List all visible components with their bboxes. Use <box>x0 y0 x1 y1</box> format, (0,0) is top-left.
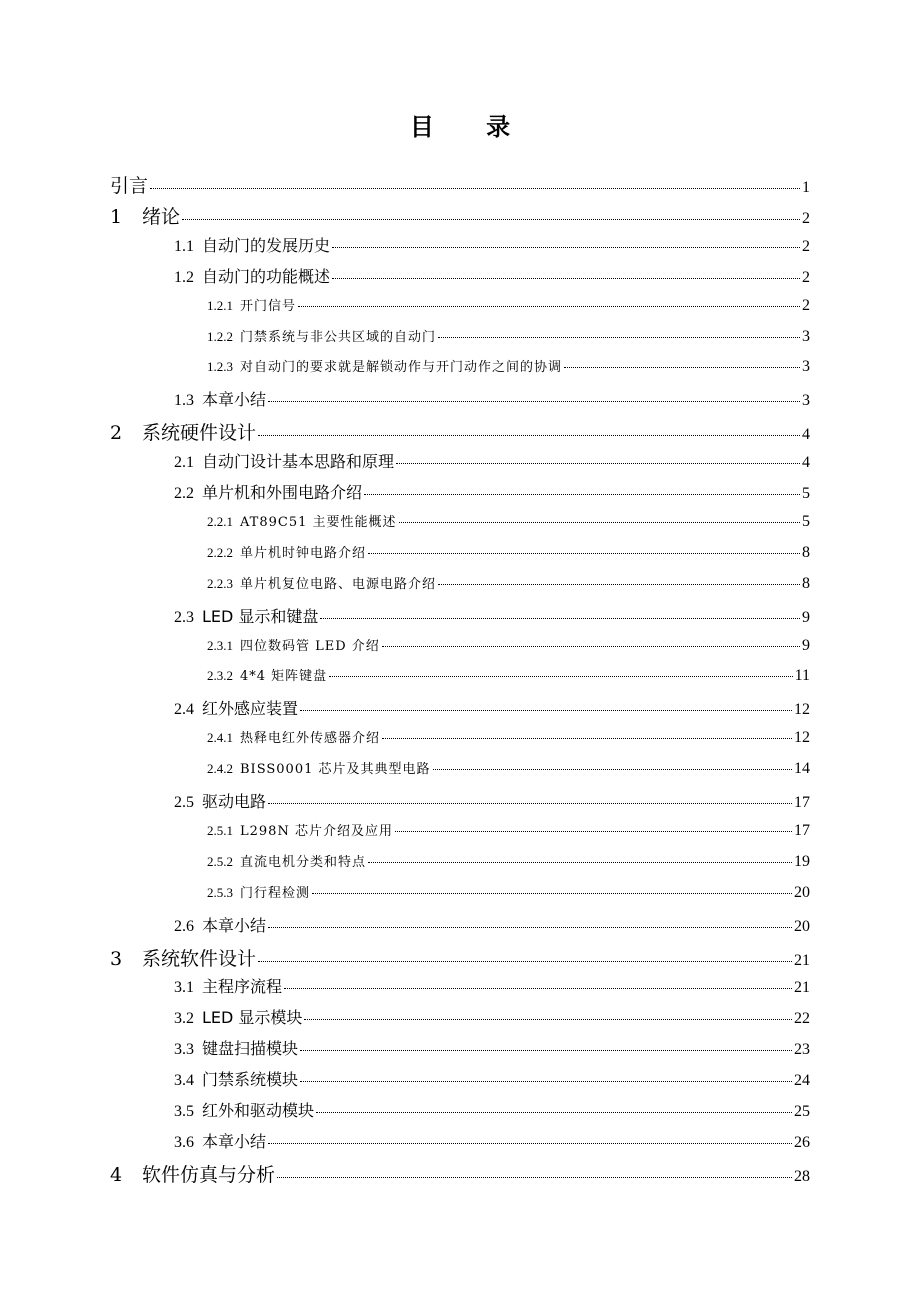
toc-entry-number: 2.2.2 <box>207 544 233 560</box>
toc-entry-title: 对自动门的要求就是解锁动作与开门动作之间的协调 <box>240 360 563 376</box>
toc-dot-leader <box>304 1019 792 1020</box>
toc-dot-leader <box>268 927 792 928</box>
toc-entry[interactable] <box>174 264 810 287</box>
toc-entry-title: 红外感应装置 <box>202 699 299 719</box>
toc-entry-title: 绪论 <box>142 205 181 228</box>
toc-entry-page: 3 <box>802 358 810 376</box>
toc-entry-page: 8 <box>802 543 810 561</box>
toc-dot-leader <box>382 738 792 739</box>
toc-entry-title: 门禁系统模块 <box>202 1070 299 1090</box>
toc-dot-leader <box>438 584 800 585</box>
toc-entry-page: 8 <box>802 574 810 592</box>
toc-entry-number: 1.2 <box>174 268 194 286</box>
toc-entry-title: 自动门设计基本思路和原理 <box>202 452 395 472</box>
toc-dot-leader <box>258 961 792 962</box>
toc-entry-title: 单片机和外围电路介绍 <box>202 483 363 502</box>
toc-entry-title: 开门信号 <box>240 298 297 314</box>
toc-entry-page: 2 <box>802 209 810 227</box>
toc-entry-title: 自动门的功能概述 <box>202 266 331 286</box>
toc-entry-title: 自动门的发展历史 <box>202 235 331 255</box>
toc-entry-title: 红外和驱动模块 <box>202 1101 315 1120</box>
toc-entry-title: 单片机时钟电路介绍 <box>240 545 367 561</box>
toc-entry-number: 2.4.2 <box>207 761 233 777</box>
toc-entry-page: 4 <box>802 426 810 444</box>
toc-entry-number: 2.5.1 <box>207 822 233 838</box>
toc-entry-number: 2.5.3 <box>207 884 233 900</box>
toc-entry-title: 驱动电路 <box>202 792 267 811</box>
toc-entry-title: L298N 芯片介绍及应用 <box>240 823 393 839</box>
toc-entry-page: 9 <box>802 636 810 654</box>
toc-entry[interactable] <box>174 913 810 936</box>
toc-dot-leader <box>268 803 792 804</box>
toc-entry[interactable] <box>207 511 810 531</box>
toc-entry-page: 24 <box>794 1072 810 1090</box>
toc-entry-page: 3 <box>802 327 810 345</box>
toc-dot-leader <box>268 401 800 402</box>
toc-entry[interactable] <box>207 665 810 685</box>
toc-entry-number: 2.3.1 <box>207 637 233 653</box>
toc-entry-number: 2.2 <box>174 485 194 502</box>
toc-entry-page: 21 <box>794 951 810 969</box>
toc-entry[interactable] <box>207 542 810 562</box>
toc-entry[interactable] <box>110 1160 810 1187</box>
toc-entry[interactable] <box>207 356 810 376</box>
toc-entry-page: 9 <box>802 608 810 626</box>
toc-entry-page: 20 <box>794 883 810 901</box>
toc-entry-number: 3.3 <box>174 1041 194 1059</box>
toc-entry-number: 2.2.1 <box>207 513 233 529</box>
toc-entry-title: 4*4 矩阵键盘 <box>240 669 328 685</box>
toc-dot-leader <box>284 988 792 989</box>
toc-entry-page: 28 <box>794 1167 810 1185</box>
toc-entry[interactable] <box>174 696 810 719</box>
toc-dot-leader <box>368 553 800 554</box>
toc-entry-title: BISS0001 芯片及其典型电路 <box>240 762 431 778</box>
toc-entry-title: 门行程检测 <box>240 885 311 901</box>
toc-entry-page: 4 <box>802 454 810 472</box>
toc-dot-leader <box>364 494 800 495</box>
toc-entry[interactable] <box>174 449 810 472</box>
toc-entry-title: LED 显示模块 <box>202 1008 303 1028</box>
toc-entry-page: 2 <box>802 268 810 286</box>
toc-entry-number: 2 <box>110 422 123 445</box>
toc-dot-leader <box>182 219 800 220</box>
toc-dot-leader <box>396 463 800 464</box>
toc-dot-leader <box>382 646 800 647</box>
toc-entry-title: 单片机复位电路、电源电路介绍 <box>240 576 437 592</box>
toc-entry-page: 26 <box>794 1133 810 1151</box>
toc-entry-number: 1.1 <box>174 237 194 255</box>
toc-entry[interactable] <box>174 1005 810 1028</box>
toc-dot-leader <box>399 522 800 523</box>
toc-entry-number: 3.4 <box>174 1072 194 1090</box>
toc-entry-number: 3.2 <box>174 1010 194 1028</box>
toc-entry[interactable] <box>174 1036 810 1059</box>
toc-entry-title: AT89C51 主要性能概述 <box>240 514 397 530</box>
toc-dot-leader <box>316 1112 792 1113</box>
toc-entry[interactable] <box>174 789 810 812</box>
toc-entry[interactable] <box>207 727 810 747</box>
toc-entry[interactable] <box>207 326 810 346</box>
toc-entry-page: 25 <box>794 1103 810 1120</box>
toc-entry-number: 3.1 <box>174 979 194 997</box>
toc-entry[interactable] <box>174 1098 810 1121</box>
toc-entry[interactable] <box>174 604 810 627</box>
toc-entry-title: LED 显示和键盘 <box>202 606 319 626</box>
toc-entry[interactable] <box>174 480 810 503</box>
toc-entry-title: 系统软件设计 <box>142 947 257 970</box>
toc-entry-title: 热释电红外传感器介绍 <box>240 731 381 747</box>
toc-entry-title: 主程序流程 <box>202 977 283 997</box>
toc-dot-leader <box>258 435 800 436</box>
toc-entry-number: 2.5 <box>174 794 194 811</box>
toc-entry-number: 1.2.1 <box>207 297 233 313</box>
toc-entry-page: 3 <box>802 392 810 410</box>
toc-entry-title: 本章小结 <box>202 915 267 935</box>
toc-dot-leader <box>433 769 793 770</box>
toc-entry-number: 2.5.2 <box>207 853 233 869</box>
toc-dot-leader <box>332 278 800 279</box>
toc-entry[interactable] <box>207 758 810 778</box>
toc-entry-page: 1 <box>802 179 810 196</box>
toc-entry[interactable] <box>110 202 810 229</box>
toc-entry[interactable] <box>207 882 810 902</box>
toc-entry[interactable] <box>207 851 810 871</box>
toc-entry-page: 22 <box>794 1010 810 1028</box>
toc-entry-title: 四位数码管 LED 介绍 <box>240 638 380 654</box>
toc-entry-number: 3 <box>110 947 123 970</box>
toc-entry-page: 21 <box>794 979 810 997</box>
toc-dot-leader <box>320 618 800 619</box>
toc-entry[interactable] <box>207 820 810 840</box>
toc-entry-page: 2 <box>802 296 810 314</box>
toc-entry-page: 17 <box>794 794 810 811</box>
toc-entry[interactable] <box>207 295 810 315</box>
toc-entry-number: 3.5 <box>174 1103 194 1120</box>
toc-entry[interactable] <box>110 171 810 198</box>
toc-entry-page: 12 <box>794 729 810 747</box>
toc-entry-page: 14 <box>794 760 810 778</box>
toc-entry-number: 1.3 <box>174 392 194 410</box>
toc-entry-title: 键盘扫描模块 <box>202 1039 299 1059</box>
toc-dot-leader <box>438 337 800 338</box>
toc-entry-number: 1.2.2 <box>207 328 233 344</box>
toc-entry-number: 2.6 <box>174 917 194 935</box>
toc-entry-page: 23 <box>794 1041 810 1059</box>
toc-dot-leader <box>268 1143 792 1144</box>
toc-entry-page: 11 <box>794 667 810 685</box>
toc-entry-number: 2.3.2 <box>207 668 233 684</box>
toc-dot-leader <box>300 1050 792 1051</box>
toc-entry-number: 1 <box>110 205 123 228</box>
toc-entry[interactable] <box>174 1129 810 1152</box>
toc-dot-leader <box>150 188 800 189</box>
toc-entry-title: 直流电机分类和特点 <box>240 854 367 870</box>
toc-dot-leader <box>277 1177 792 1178</box>
toc-dot-leader <box>300 1081 792 1082</box>
toc-entry-title: 软件仿真与分析 <box>142 1163 276 1186</box>
toc-entry-title: 本章小结 <box>202 1131 267 1151</box>
toc-entry-page: 12 <box>794 701 810 719</box>
toc-entry-page: 19 <box>794 852 810 870</box>
toc-entry-number: 2.4.1 <box>207 730 233 746</box>
toc-entry-page: 5 <box>802 485 810 502</box>
toc-dot-leader <box>329 676 792 677</box>
toc-dot-leader <box>564 367 800 368</box>
toc-entry-number: 1.2.3 <box>207 359 233 375</box>
toc-entry[interactable] <box>110 418 810 445</box>
toc-entry-number: 4 <box>110 1163 123 1186</box>
page-title: 目 录 <box>409 113 533 141</box>
toc-entry-number: 2.1 <box>174 454 194 472</box>
toc-entry-page: 20 <box>794 917 810 935</box>
toc-dot-leader <box>368 862 792 863</box>
toc-dot-leader <box>298 306 800 307</box>
toc-entry-number: 2.2.3 <box>207 575 233 591</box>
toc-entry-page: 17 <box>794 821 810 839</box>
toc-entry-page: 5 <box>802 512 810 530</box>
toc-entry-title: 门禁系统与非公共区域的自动门 <box>240 329 437 345</box>
toc-entry-title: 系统硬件设计 <box>142 422 257 445</box>
toc-dot-leader <box>300 710 792 711</box>
toc-entry[interactable] <box>174 1067 810 1090</box>
toc-dot-leader <box>332 247 800 248</box>
toc-entry[interactable] <box>174 974 810 997</box>
toc-entry[interactable] <box>174 233 810 256</box>
toc-dot-leader <box>312 893 792 894</box>
toc-entry[interactable] <box>110 944 810 971</box>
toc-entry[interactable] <box>207 635 810 655</box>
toc-dot-leader <box>395 831 792 832</box>
toc-entry-title: 本章小结 <box>202 390 267 410</box>
toc-entry-page: 2 <box>802 237 810 255</box>
toc-entry-title: 引言 <box>110 175 149 197</box>
toc-entry-number: 2.4 <box>174 701 194 719</box>
toc-entry-number: 3.6 <box>174 1133 194 1151</box>
toc-entry[interactable] <box>174 387 810 410</box>
toc-entry-number: 2.3 <box>174 608 194 626</box>
toc-entry[interactable] <box>207 573 810 593</box>
